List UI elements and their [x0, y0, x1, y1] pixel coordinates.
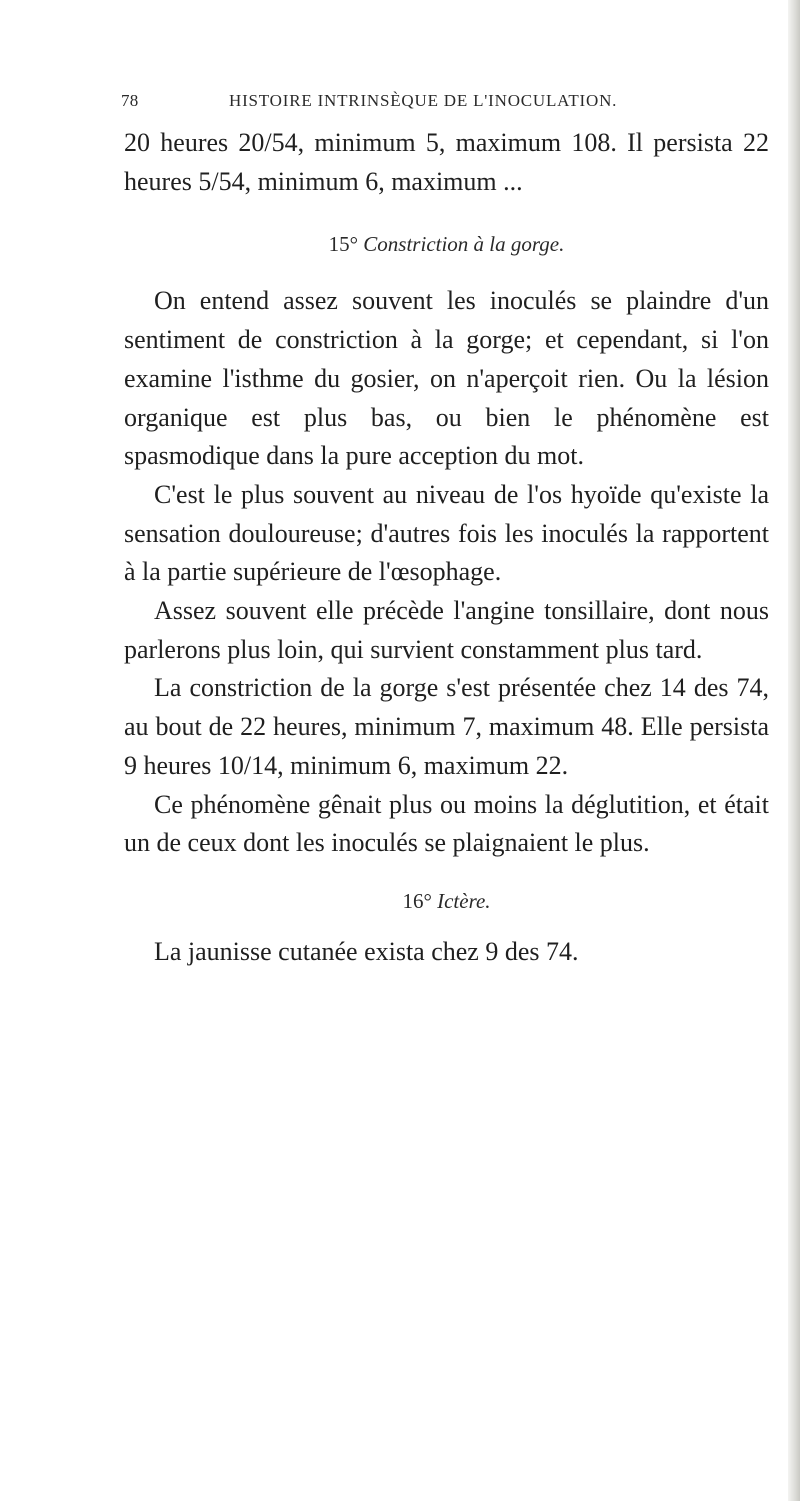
paragraph: La constriction de la gorge s'est présentée chez 14 des 74, au bout de 22 heures, minimum 7, maximum 48. Elle persista 9 heures 10/14, minimum 6, maximum 22.: [124, 673, 769, 780]
paragraph: La jaunisse cutanée exista chez 9 des 74.: [154, 936, 579, 966]
page-body: [124, 124, 769, 972]
paragraph: Ce phénomène gênait plus ou moins la déglutition, et était un de ceux dont les inoculés se plaignaient le plus.: [124, 789, 769, 858]
section-title: Ictère.: [437, 888, 491, 913]
paragraph: On entend assez souvent les inoculés se plaindre d'un sentiment de constriction à la gorge; et cependant, si l'on examine l'isthme du gosier, on n'aperçoit rien. Ou la lésion organique est plus bas, ou bien le phénomène est spasmodique dans la pure acception du mot.: [124, 286, 769, 471]
page-number: 78: [121, 91, 139, 110]
section-number: 16°: [402, 888, 432, 913]
section-title: Constriction à la gorge.: [363, 232, 565, 257]
section-heading-16: [124, 889, 769, 913]
page-edge: [788, 0, 800, 1501]
running-title: HISTOIRE INTRINSÈQUE DE L'INOCULATION.: [229, 91, 618, 110]
paragraph: Assez souvent elle précède l'angine tonsillaire, dont nous parlerons plus loin, qui survient constamment plus tard.: [124, 596, 769, 664]
section-number: 15°: [328, 232, 359, 257]
paragraph: C'est le plus souvent au niveau de l'os hyoïde qu'existe la sensation douloureuse; d'autres fois les inoculés la rapportent à la partie supérieure de l'œsophage.: [124, 479, 769, 587]
continuation-paragraph: 20 heures 20/54, minimum 5, maximum 108. Il persista 22 heures 5/54, minimum 6, maximum ...: [124, 128, 769, 196]
section-heading-15: [124, 232, 769, 256]
running-header: [121, 91, 696, 115]
